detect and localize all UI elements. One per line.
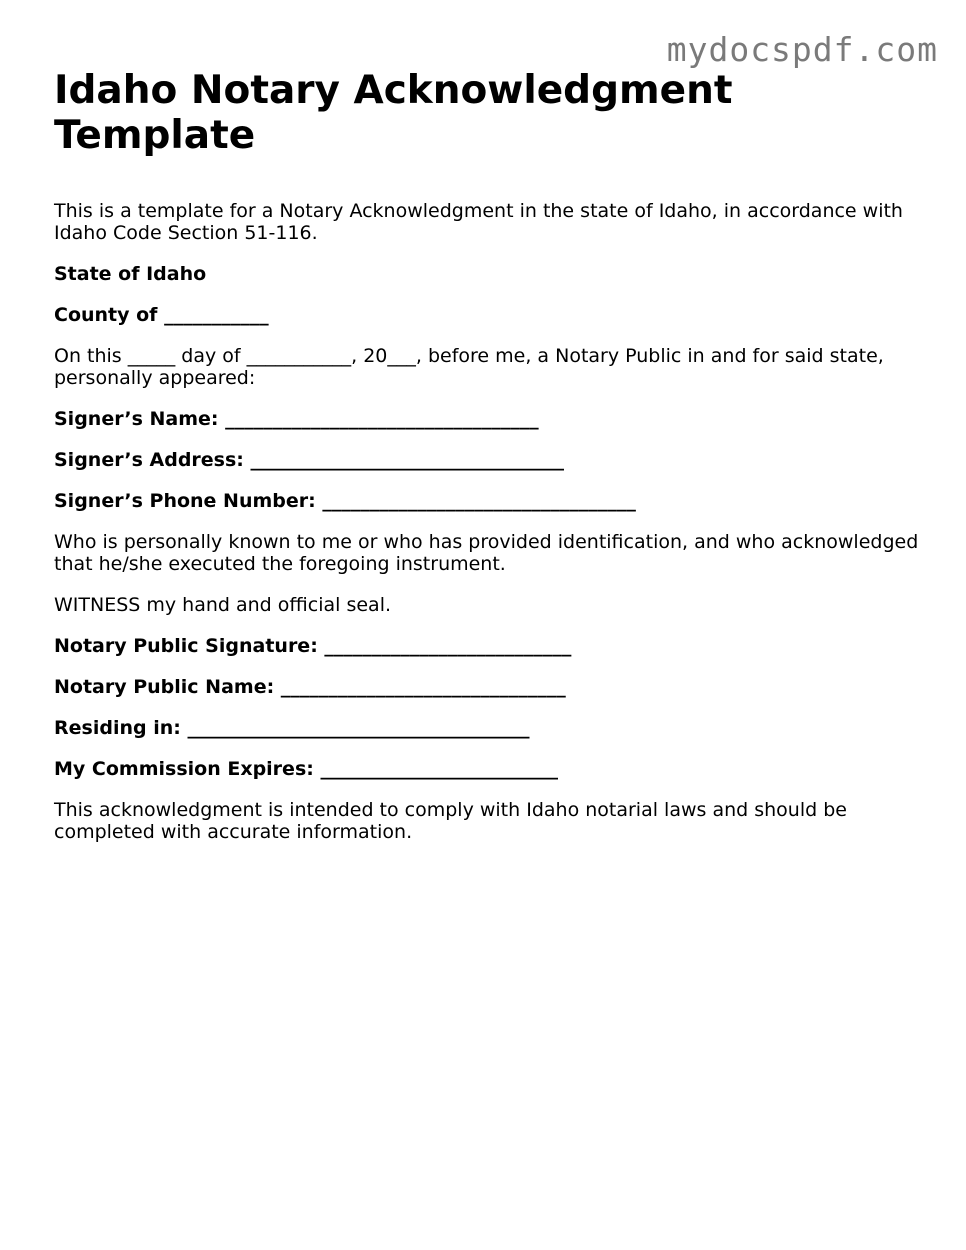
witness-line: WITNESS my hand and official seal. bbox=[54, 594, 392, 616]
signer-phone-field: Signer’s Phone Number: _________________________________ bbox=[54, 490, 636, 512]
document-title: Idaho Notary Acknowledgment Template bbox=[54, 68, 733, 158]
county-field: County of ___________ bbox=[54, 304, 269, 326]
document-page bbox=[54, 68, 934, 862]
closing-paragraph: This acknowledgment is intended to comply with Idaho notarial laws and should be completed with accurate information. bbox=[54, 799, 847, 843]
state-line: State of Idaho bbox=[54, 263, 207, 285]
signer-address-field: Signer’s Address: _________________________________ bbox=[54, 449, 565, 471]
commission-expires-field: My Commission Expires: _________________________ bbox=[54, 758, 558, 780]
notary-signature-field: Notary Public Signature: __________________________ bbox=[54, 635, 572, 657]
notary-name-field: Notary Public Name: ______________________________ bbox=[54, 676, 566, 698]
signer-name-field: Signer’s Name: _________________________________ bbox=[54, 408, 539, 430]
date-paragraph: On this _____ day of ___________, 20___, before me, a Notary Public in and for said state, personally appeared: bbox=[54, 345, 884, 389]
watermark: mydocspdf.com bbox=[666, 30, 938, 69]
acknowledgment-paragraph: Who is personally known to me or who has provided identification, and who acknowledged that he/she executed the foregoing instrument. bbox=[54, 531, 919, 575]
residing-in-field: Residing in: ____________________________________ bbox=[54, 717, 530, 739]
intro-paragraph: This is a template for a Notary Acknowledgment in the state of Idaho, in accordance with Idaho Code Section 51-116. bbox=[54, 200, 903, 244]
